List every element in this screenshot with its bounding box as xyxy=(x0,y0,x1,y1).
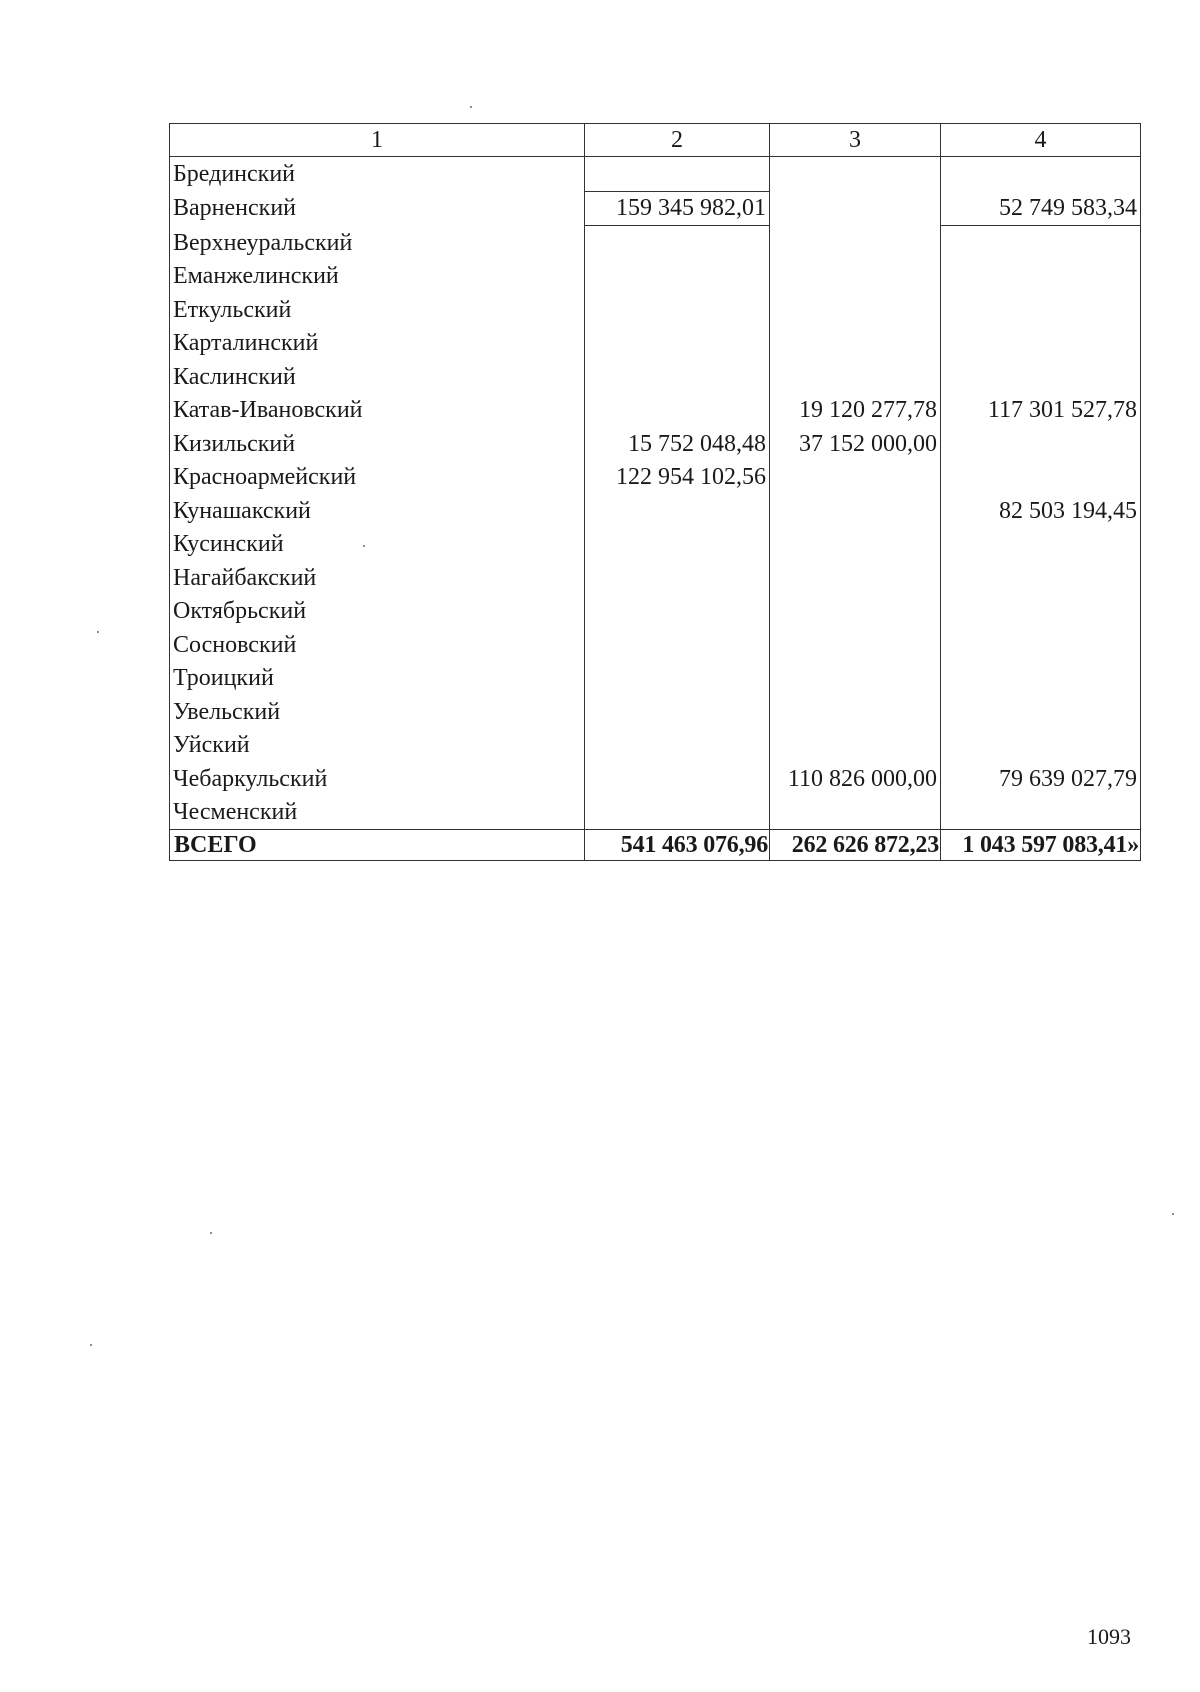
table-row xyxy=(170,595,1141,629)
district-name: Чебаркульский xyxy=(170,762,585,796)
value-col-2 xyxy=(585,695,770,729)
value-col-4 xyxy=(941,729,1141,763)
table-row xyxy=(170,226,1141,260)
value-col-2: 122 954 102,56 xyxy=(585,461,770,495)
value-col-3: 19 120 277,78 xyxy=(770,394,941,428)
district-name: Троицкий xyxy=(170,662,585,696)
total-col-4: 1 043 597 083,41» xyxy=(941,830,1141,861)
table-row xyxy=(170,628,1141,662)
district-name: Кунашакский xyxy=(170,494,585,528)
total-col-3: 262 626 872,23 xyxy=(770,830,941,861)
value-col-3 xyxy=(770,293,941,327)
value-col-2 xyxy=(585,327,770,361)
value-col-3 xyxy=(770,327,941,361)
value-col-4: 117 301 527,78 xyxy=(941,394,1141,428)
table-header-row xyxy=(170,124,1141,157)
value-col-2 xyxy=(585,494,770,528)
value-col-3 xyxy=(770,729,941,763)
value-col-4 xyxy=(941,662,1141,696)
value-col-4 xyxy=(941,528,1141,562)
value-col-4 xyxy=(941,360,1141,394)
total-col-2: 541 463 076,96 xyxy=(585,830,770,861)
column-header-3: 3 xyxy=(770,124,941,157)
value-col-4 xyxy=(941,293,1141,327)
table-row xyxy=(170,662,1141,696)
table-row xyxy=(170,427,1141,461)
value-col-4 xyxy=(941,561,1141,595)
value-col-2 xyxy=(585,561,770,595)
value-col-4 xyxy=(941,157,1141,192)
district-name: Октябрьский xyxy=(170,595,585,629)
scan-speck xyxy=(90,1344,92,1346)
value-col-2 xyxy=(585,157,770,192)
district-name: Уйский xyxy=(170,729,585,763)
value-col-2 xyxy=(585,260,770,294)
value-col-2 xyxy=(585,729,770,763)
value-col-3 xyxy=(770,695,941,729)
scan-speck xyxy=(470,106,472,108)
value-col-2 xyxy=(585,293,770,327)
value-col-3 xyxy=(770,157,941,192)
table-row xyxy=(170,157,1141,192)
budget-table xyxy=(169,123,1141,861)
table-row xyxy=(170,293,1141,327)
table-row xyxy=(170,762,1141,796)
value-col-4: 52 749 583,34 xyxy=(941,191,1141,226)
column-header-1: 1 xyxy=(170,124,585,157)
district-name: Кусинский xyxy=(170,528,585,562)
table-row xyxy=(170,461,1141,495)
scan-speck xyxy=(97,631,99,633)
value-col-3 xyxy=(770,595,941,629)
value-col-2: 159 345 982,01 xyxy=(585,191,770,226)
value-col-3 xyxy=(770,260,941,294)
scan-speck xyxy=(363,545,365,547)
value-col-3 xyxy=(770,360,941,394)
value-col-3 xyxy=(770,461,941,495)
column-header-2: 2 xyxy=(585,124,770,157)
table-row xyxy=(170,695,1141,729)
table-row xyxy=(170,796,1141,830)
table-row xyxy=(170,394,1141,428)
total-row xyxy=(170,830,1141,861)
value-col-2 xyxy=(585,360,770,394)
value-col-3 xyxy=(770,494,941,528)
value-col-3 xyxy=(770,796,941,830)
district-name: Еткульский xyxy=(170,293,585,327)
value-col-4 xyxy=(941,427,1141,461)
district-name: Красноармейский xyxy=(170,461,585,495)
table-row xyxy=(170,561,1141,595)
value-col-2 xyxy=(585,796,770,830)
scan-speck xyxy=(1172,1213,1174,1215)
district-name: Сосновский xyxy=(170,628,585,662)
value-col-2 xyxy=(585,394,770,428)
value-col-4 xyxy=(941,327,1141,361)
district-name: Брединский xyxy=(170,157,585,192)
value-col-2: 15 752 048,48 xyxy=(585,427,770,461)
value-col-3 xyxy=(770,226,941,260)
scan-speck xyxy=(210,1232,212,1234)
value-col-4: 79 639 027,79 xyxy=(941,762,1141,796)
value-col-4 xyxy=(941,226,1141,260)
table-row xyxy=(170,191,1141,226)
value-col-3 xyxy=(770,628,941,662)
district-name: Верхнеуральский xyxy=(170,226,585,260)
district-name: Чесменский xyxy=(170,796,585,830)
table-row xyxy=(170,327,1141,361)
value-col-4 xyxy=(941,628,1141,662)
district-name: Еманжелинский xyxy=(170,260,585,294)
district-name: Увельский xyxy=(170,695,585,729)
value-col-2 xyxy=(585,662,770,696)
value-col-4 xyxy=(941,595,1141,629)
value-col-4 xyxy=(941,695,1141,729)
column-header-4: 4 xyxy=(941,124,1141,157)
district-name: Карталинский xyxy=(170,327,585,361)
value-col-2 xyxy=(585,595,770,629)
district-name: Нагайбакский xyxy=(170,561,585,595)
value-col-3 xyxy=(770,561,941,595)
table-row xyxy=(170,260,1141,294)
value-col-2 xyxy=(585,628,770,662)
district-name: Варненский xyxy=(170,191,585,226)
value-col-3 xyxy=(770,662,941,696)
district-name: Каслинский xyxy=(170,360,585,394)
value-col-3 xyxy=(770,191,941,226)
value-col-2 xyxy=(585,528,770,562)
value-col-4 xyxy=(941,260,1141,294)
value-col-3: 37 152 000,00 xyxy=(770,427,941,461)
value-col-4 xyxy=(941,796,1141,830)
value-col-4 xyxy=(941,461,1141,495)
table-row xyxy=(170,360,1141,394)
district-name: Кизильский xyxy=(170,427,585,461)
table-row xyxy=(170,528,1141,562)
value-col-3 xyxy=(770,528,941,562)
total-label: ВСЕГО xyxy=(170,830,585,861)
value-col-2 xyxy=(585,226,770,260)
table-row xyxy=(170,494,1141,528)
district-name: Катав-Ивановский xyxy=(170,394,585,428)
table-row xyxy=(170,729,1141,763)
page-number: 1093 xyxy=(1087,1624,1131,1649)
value-col-4: 82 503 194,45 xyxy=(941,494,1141,528)
value-col-2 xyxy=(585,762,770,796)
value-col-3: 110 826 000,00 xyxy=(770,762,941,796)
